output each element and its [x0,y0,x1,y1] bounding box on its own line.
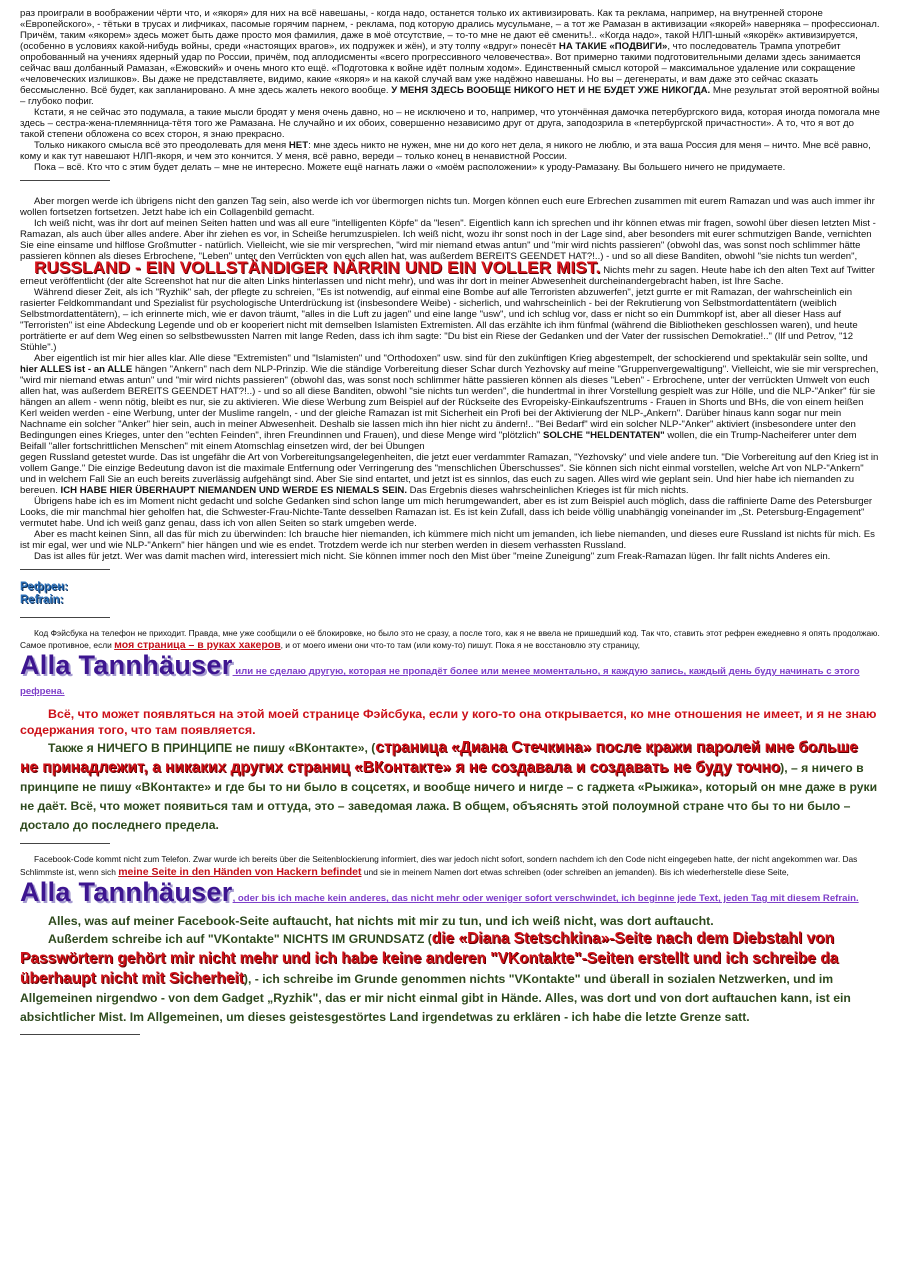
ru-paragraph-3: Только никакого смысла всё это преодолевать для меня НЕТ: мне здесь никто не нужен, мне ни до кого нет дела, я никого не люблю, и эта ваша Россия для меня – ничто. Мне всё равно, кому и как тут навешают НЛП-якоря, и чем это кончится. У меня, всё равно, вереди – только конец в ненавистной России. [20,140,871,162]
author-name-de: Alla Tannhäuser [20,877,233,907]
russian-refrain-section [20,627,880,835]
de-dark-paragraph: Alles, was auf meiner Facebook-Seite auftaucht, hat nichts mit mir zu tun, und ich weiß nicht, was dort auftaucht. [48,914,714,928]
de-paragraph-5: gegen Russland getestet wurde. Das ist ungefähr die Art von Vorbereitungsangelegenheiten, die jetzt euer verdammter Ramazan, "Yezhovsky" und viele andere tun. "Die Vorbereitung auf den Krieg ist in vollem Gange." Die einzige Bedeutung davon ist die maximale Entfernung oder Verringerung des "menschlichen Überschusses". Sie können sich nicht einmal vorstellen, welche Art von NLP-"Ankern" und in welchem Fall Sie an euch bereits zuverlässig aufgehängt sind. Aber Sie sind entartet, und jetzt ist es sinnlos, das euch zu sagen. Alles wird wie geplant sein. Und hier habe ich niemanden zu bereuen. ICH HABE HIER ÜBERHAUPT NIEMANDEN UND WERDE ES NIEMALS SEIN. Das Ergebnis dieses wahrscheinlichen Krieges ist für mich nichts. [20,452,879,496]
ru-refrain-intro: Код Фэйсбука на телефон не приходит. Правда, мне уже сообщили о её блокировке, но было это не сразу, а после того, как я не ввела не пришедший код. Так что, ставить этот рефрен ежедневно я опять продолжаю. Самое противное, если моя страница – в руках хакеров, и от моего имени они что-то там (или кому-то) пишут. Пока я не восстановлю эту страницу, [20,628,880,651]
de-paragraph-2: Ich weiß nicht, was ihr dort auf meinen Seiten hatten und was all eure "intelligenten Köpfe" da "lesen". Eigentlich kann ich sprechen und ihr können etwas mir fragen, sowohl über diesen letzten Mist - Ramazan, als auch über alles andere. Aber ihr ziehen es vor, in Scheiße herumzuspielen. Ich weiß nicht, wozu ihr sonst noch in der Lage sind, aber besonders mit eurer schmutzigen Bande, vernichten Sie eine einsame und hilflose Großmutter - natürlich. Vielleicht, wie sie mir versprechen, "wird mir niemand etwas antun" und "mir wird nichts passieren" (obwohl das, was sonst noch schlimmer hätte passieren können als dieses Erbrochene, "Leben" unter den Verrückten von euch allen hat, was außerdem BEREITS GEENDET HAT?!..) - und so all diese Banditen, obwohl "sie nichts tun werden", [20,218,876,262]
hacked-page-link-de[interactable]: meine Seite in den Händen von Hackern befindet [118,866,362,878]
de-paragraph-6: Übrigens habe ich es im Moment nicht gedacht und solche Gedanken sind schon lange um mich herumgewandert, aber es ist zum Beispiel auch möglich, dass die raffinierte Dame des Petersburger Looks, die mir manchmal hier geholfen hat, die Schwester-Frau-Nichte-Tante desselben Ramazan ist. Es ist kein Zufall, dass ich beide völlig unabhängig voneinander im „St. Petersburg-Engagement" vermutet habe. Und ich weiß ganz genau, dass ich von allen Seiten so stark umgeben werde. [20,496,873,529]
ru-red-paragraph: Всё, что может появляться на этой моей странице Фэйсбука, если у кого-то она открывается, ко мне отношения не имеет, и я не знаю содержания того, что там появляется. [20,707,877,737]
russian-intro-section [20,8,880,173]
ru-paragraph-2: Кстати, я не сейчас это подумала, а такие мысли бродят у меня очень давно, но – не исключено и то, например, что утончённая дамочка петербургского вида, которая иногда помогала мне здесь – сестра-жена-племянница-тётя того же Рамазана. Не случайно и их обоих, совершенно независимо друг от друга, заподозрила в «петербургской причастности». А то, что я вот до такой степени обложена со всех сторон, я знаю прекрасно. [20,107,880,140]
divider [20,180,110,181]
author-name-ru: Alla Tannhäuser [20,650,233,680]
refrain-heading-de: Refrain: [20,594,64,606]
divider [20,617,110,618]
ru-paragraph-4: Пока – всё. Кто что с этим будет делать – мне не интересно. Можете ещё нагнать лажи о «моём расположении» к уроду-Рамазану. Вы большего ничего не придумаете. [34,162,786,173]
headline-russland: RUSSLAND - EIN VOLLSTÄNDIGER NÄRRIN UND EIN VOLLER MIST. [34,258,601,277]
hacked-page-link-ru[interactable]: моя страница – в руках хакеров [114,639,281,651]
de-name-line: Alla Tannhäuser, oder bis ich mache kein anderes, das nicht mehr oder weniger sofort verschwindet, ich beginne jede Text, jeden Tag mit diesem Refrain. [20,877,859,907]
german-main-section [20,196,880,562]
de-green-paragraph: Außerdem schreibe ich auf "VKontakte" NICHTS IM GRUNDSATZ (die «Diana Stetschkina»-Seite nach dem Diebstahl von Passwörtern gehört mir nicht mehr und ich habe keine anderen "VKontakte"-Seiten erstellt und ich schreibe da überhaupt nicht mit Sicherheit), - ich schreibe im Grunde genommen nichts "VKontakte" und überall in sozialen Netzwerken, und im Allgemeinen nirgendwo - von dem Gadget „Ryzhik", das er mir nicht einmal gibt in Hände. Alles, was dort und von dort auftauchen kann, ist ein absichtlicher Mist. Im Allgemeinen, um dieses geistesgestörtes Land irgendetwas zu erklären - ich habe die letzte Grenze satt. [20,930,851,1024]
de-paragraph-3: Während dieser Zeit, als ich "Ryzhik" sah, der pflegte zu schreien, "Es ist notwendig, auf einmal eine Bombe auf alle Terroristen abzuwerfen", jetzt gurrte er mit Ramazan, der wahrscheinlich ein rasierter Feldkommandant und Spezialist für psychologische Unterdrückung ist (insbesondere Weibe) - sicherlich, und wahrscheinlich - bei der Rekrutierung von Selbstmordattentätern (weiblich Selbstmordattentätern), – ich erinnerte mich, wie er davon träumt, "alles in die Luft zu jagen" und eine lange "usw", und ich schlug vor, dass er nicht so ein Dummkopf ist, aber all dieser Hass auf "Terroristen" ist eine Abdeckung Legende und ob er kooperiert nicht mit demselben Islamisten Extremisten. All das erzählte ich ihm fünfmal (während die Bibliotheken geschlossen waren), und heute porträtierte er auf dem Weg einen so selbstbewussten Narren mit lange Reden, dass ich ihm sagte: "Du bist ein Riese der Gedanken und der Vater der russischen Demokratie!.." (Ilf und Petrov, "12 Stühle".) [20,287,858,353]
divider [20,843,110,844]
divider [20,569,110,570]
refrain-heading-ru: Рефрен: [20,581,69,593]
ru-green-paragraph: Также я НИЧЕГО В ПРИНЦИПЕ не пишу «ВКонтакте», (страница «Диана Стечкина» после кражи паролей мне больше не принадлежит, а никаких других страниц «ВКонтакте» я не создавала и создавать не буду точно), – я ничего в принципе не пишу «ВКонтакте» и где бы то ни было в соцсетях, и вообще ничего и нигде – с гаджета «Рыжика», который он мне даже в руки не даёт. Всё, что может появиться там и оттуда, это – заведомая лажа. В общем, объяснять этой полоумной стране что бы то ни было – достало до последнего предела. [20,739,878,832]
ru-paragraph-1: раз проиграли в воображении чёрти что, и «якоря» для них на всё навешаны, - когда надо, останется только их активизировать. Как та реклама, например, на внутренней стороне «Европейского», - тётьки в трусах и лифчиках, пасомые горячим парнем, - реклама, под которую дрались мусульмане, – а тот же Рамазан в активизации «якорей» наверняка – профессионал. Причём, таким «якорем» здесь может быть даже просто моя фамилия, даже в моё отсутствие, – то-то мне не дают её сменить!.. «Когда надо», такой НЛП-шный «якорёк» активизируется, (особенно в условиях какой-нибудь войны, среди «настоящих врагов», их подружек и жён), и эту толпу «вдруг» понесёт НА ТАКИЕ «ПОДВИГИ», что последователь Трампа употребит опробованный на учениях ядерный удар по России, причём, под аплодисменты «всего прогрессивного человечества». Вот примерно такими подготовительными делами здесь занимается сейчас ваш долбанный Рамазан, «Ежовский» и очень много кто ещё. «Подготовка к войне идёт полным ходом». Единственный смысл которой – максимальное удаление или сокращение «человеческих излишков». Вы даже не представляете, видимо, какие «якоря» и на какой случай вам уже надёжно навешаны. Но вы – дегенераты, и вам даже это сейчас сказать бессмысленно. Всё будет, как запланировано. А мне здесь жалеть некого вообще. У МЕНЯ ЗДЕСЬ ВООБЩЕ НИКОГО НЕТ И НЕ БУДЕТ УЖЕ НИКОГДА. Мне результат этой вероятной войны – глубоко пофиг. [20,8,880,107]
ru-name-line: Alla Tannhäuser или не сделаю другую, которая не пропадёт более или менее моментально, я каждую запись, каждый день буду начинать с этого рефрена. [20,650,860,697]
de-paragraph-8: Das ist alles für jetzt. Wer was damit machen wird, interessiert mich nicht. Sie können immer noch den Mist über "meine Zuneigung" zum Freak-Ramazan lügen. Ihr fallt nichts Anderes ein. [34,551,831,562]
divider [20,1034,140,1035]
de-refrain-intro: Facebook-Code kommt nicht zum Telefon. Zwar wurde ich bereits über die Seitenblockierung informiert, dies war jedoch nicht sofort, sondern nachdem ich den Code nicht eingegeben hatte, der nicht angekommen war. Das Schlimmste ist, wenn sich meine Seite in den Händen von Hackern befindet und sie in meinem Namen dort etwas schreiben (oder schreiben an jemanden). Bis ich wiederherstelle diese Seite, [20,854,858,878]
de-headline-paragraph: RUSSLAND - EIN VOLLSTÄNDIGER NÄRRIN UND EIN VOLLER MIST. Nichts mehr zu sagen. Heute habe ich den alten Text auf Twitter erneut veröffentlicht (der alte Screenshot hat nur die alten Links hinterlassen und nicht mehr), und was ihr dort in meiner Abwesenheit durcheinandergebracht haben, ist Ihre Sache. [20,258,875,287]
de-paragraph-1: Aber morgen werde ich übrigens nicht den ganzen Tag sein, also werde ich vor übermorgen nichts tun. Morgen können euch eure Erbrechen zusammen mit eurem Ramazan und was auch immer ihr wollen fortsetzen fortsetzen. Jetzt habe ich ein Collagenbild gemacht. [20,196,875,218]
german-refrain-section [20,853,880,1027]
de-paragraph-4: Aber eigentlich ist mir hier alles klar. Alle diese "Extremisten" und "Islamisten" und "Orthodoxen" usw. sind für den zukünftigen Krieg abgestempelt, der schockierend und spektakulär sein sollte, und hier ALLES ist - an ALLE hängen "Ankern" nach dem NLP-Prinzip. Wie die ständige Vorbereitung dieser Schar durch Yezhovsky auf meine "Gruppenvergewaltigung". Vielleicht, wie sie mir versprechen, "wird mir niemand etwas antun" und "mir wird nichts passieren" (obwohl das, was sonst noch schlimmer hätte passieren können als dieses "Leben" - Erbrochene, unter der verrückten Umwelt von euch allen hat, was außerdem BEREITS GEENDET HAT?!..) - und so all diese Banditen, obwohl "sie nichts tun werden", die hundertmal in ihrer Vorstellung gespielt was zur Hölle, und die NLP-"Anker" für sie hängen an allem - wenn nötig, bleibt es nur, sie zu aktivieren. Wie diese Werbung zum Beispiel auf der Rückseite des Evropeisky-Einkaufszentrums - Frauen in Shorts und BHs, die von einem heißen Kerl weiden werden - eine Werbung, unter der Muslime rangeln, - und der gleiche Ramazan ist mit Sicherheit ein Profi bei der Aktivierung der NLP-„Ankern". Darüber hinaus kann sogar nur mein Nachname ein solcher "Anker" hier sein, auch in meiner Abwesenheit. Deshalb sie lassen mich ihn hier nicht zu ändern!.. "Bei Bedarf" wird ein solcher NLP-"Anker" aktiviert (insbesondere unter den Bedingungen eines Krieges, unter den "echten Feinden", ihren Freundinnen und Frauen), und diese Menge wird "plötzlich" SOLCHE "HELDENTATEN" wollen, die ein Trump-Nacheiferer unter dem Beifall "aller fortschrittlichen Menschen" mit einem Atomschlag einsetzen wird, der bei Übungen [20,353,879,452]
de-paragraph-7: Aber es macht keinen Sinn, all das für mich zu überwinden: Ich brauche hier niemanden, ich kümmere mich nicht um jemanden, ich liebe niemanden, und dieses eure Russland ist nichts für mich. Es ist mir egal, wer und wie NLP-"Ankern" hier hängen und wie es endet. Trotzdem werde ich nur sterben werden in diesem verhassten Russland. [20,529,875,551]
document-page [20,8,880,1044]
